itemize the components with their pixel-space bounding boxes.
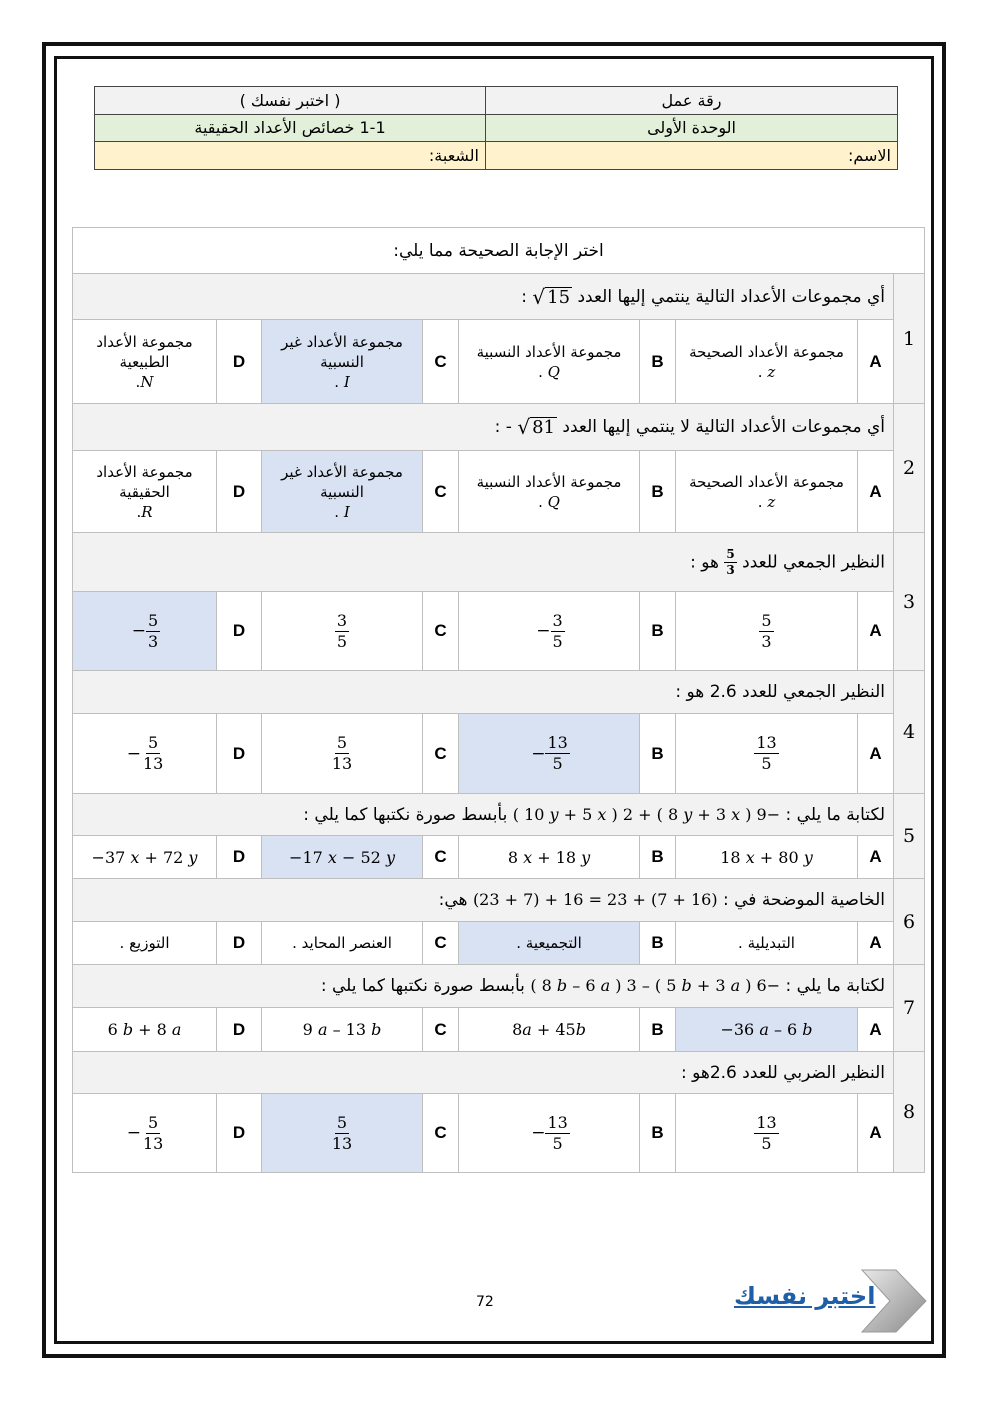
option-4c[interactable] [262,714,423,794]
denominator: 5 [552,631,563,651]
worksheet-header [94,86,898,170]
question-3 [73,533,894,592]
option-3d-letter: D [217,592,262,671]
option-1a[interactable]: مجموعة الأعداد الصحيحة z . [676,320,858,404]
option-4a-fraction [754,734,778,773]
option-1c-symbol: I [343,372,350,391]
option-3b-fraction [551,612,565,651]
question-7-text: لكتابة ما يلي : [785,976,886,996]
option-4d-fraction [141,734,165,773]
option-4a[interactable] [676,714,858,794]
denominator: 13 [142,1133,164,1153]
numerator: 5 [148,733,159,752]
option-6d-letter: D [217,922,262,965]
fraction-denominator: 3 [726,562,735,577]
denominator: 13 [331,1133,353,1153]
option-4a-letter: A [858,714,894,794]
numerator: 5 [148,610,159,630]
option-4b[interactable] [459,714,640,794]
option-1d-symbol: N [140,372,154,391]
option-1d-letter: D [217,320,262,404]
option-2d[interactable]: مجموعة الأعداد الحقيقية R. [73,451,217,533]
option-6c-letter: C [423,922,459,965]
denominator: 5 [761,754,772,773]
numerator: 5 [148,1112,159,1132]
option-3c-letter: C [423,592,459,671]
numerator: 13 [756,733,777,752]
option-8c-letter: C [423,1094,459,1173]
section-field[interactable]: الشعبة: [95,142,486,170]
option-8a[interactable] [676,1094,858,1173]
option-5c[interactable]: −17 𝑥 − 52 𝑦 [262,836,423,879]
option-2a-text: مجموعة الأعداد الصحيحة [689,472,844,491]
option-3b-letter: B [640,592,676,671]
option-8c[interactable] [262,1094,423,1173]
option-5b-letter: B [640,836,676,879]
page-number: 72 [476,1294,494,1310]
question-number-1: 1 [894,274,925,404]
option-7a[interactable]: −36 𝑎 – 6 𝑏 [676,1008,858,1052]
question-5-expression: ( 10 𝑦 + 5 𝑥 ) 2 + ( 8 𝑦 + 3 𝑥 ) 9− [512,804,781,824]
option-2a-symbol: z [767,492,776,511]
option-7b[interactable]: 8𝑎 + 45𝑏 [459,1008,640,1052]
minus-sign: − [531,1123,546,1143]
question-1-text: أي مجموعات الأعداد التالية ينتمي إليها العدد [577,286,886,307]
option-3b[interactable] [459,592,640,671]
test-yourself-title: ( اختبر نفسك ) [95,87,486,115]
option-7c[interactable]: 9 𝑎 – 13 𝑏 [262,1008,423,1052]
option-2d-text: مجموعة الأعداد الحقيقية [96,462,193,501]
option-2c-text: مجموعة الأعداد غير النسبية [281,462,403,501]
option-8a-letter: A [858,1094,894,1173]
option-6d[interactable]: التوزيع . [73,922,217,965]
option-2b-text: مجموعة الأعداد النسبية [476,472,622,491]
denominator: 13 [331,754,353,773]
numerator: 5 [336,1112,348,1132]
option-2c-symbol: I [343,502,350,521]
option-1a-letter: A [858,320,894,404]
option-7d-letter: D [217,1008,262,1052]
question-number-5: 5 [894,794,925,879]
question-number-2: 2 [894,404,925,533]
question-6-end: هي: [438,890,468,910]
option-8c-fraction [330,1114,354,1153]
option-2d-letter: D [217,451,262,533]
minus-sign: − [126,1123,141,1143]
question-number-8: 8 [894,1052,925,1173]
question-2-text: أي مجموعات الأعداد التالية لا ينتمي إليها العدد [562,417,886,437]
question-6-expression: (23 + 7) + 16 = 23 + (7 + 16) [472,890,718,909]
instruction: اختر الإجابة الصحيحة مما يلي: [73,228,925,274]
question-3-end: هو : [690,552,719,572]
numerator: 13 [547,733,568,752]
option-2b-symbol: Q [547,492,560,511]
option-2b-letter: B [640,451,676,533]
option-7b-letter: B [640,1008,676,1052]
question-2-end: - : [494,417,512,437]
option-1b-letter: B [640,320,676,404]
option-8b-fraction [545,1114,569,1153]
option-4c-letter: C [423,714,459,794]
option-8d[interactable] [73,1094,217,1173]
option-3d[interactable] [73,592,217,671]
option-2c-letter: C [423,451,459,533]
option-1b[interactable]: مجموعة الأعداد النسبية Q . [459,320,640,404]
fraction-numerator: 5 [726,546,735,561]
option-2b[interactable]: مجموعة الأعداد النسبية Q . [459,451,640,533]
option-5d-letter: D [217,836,262,879]
radicand-15: 15 [547,286,571,308]
numerator: 13 [547,1112,568,1132]
option-5a-letter: A [858,836,894,879]
option-1b-text: مجموعة الأعداد النسبية [476,342,622,361]
option-1d[interactable]: مجموعة الأعداد الطبيعية N. [73,320,217,404]
option-6a-letter: A [858,922,894,965]
option-6a[interactable]: التبديلية . [676,922,858,965]
question-number-7: 7 [894,965,925,1052]
denominator: 5 [761,1133,772,1153]
question-number-4: 4 [894,671,925,794]
denominator: 5 [336,631,348,651]
quiz-table [72,227,925,1173]
option-4b-letter: B [640,714,676,794]
numerator: 3 [336,610,348,630]
name-field[interactable]: الاسم: [486,142,898,170]
option-5c-letter: C [423,836,459,879]
question-1-end: : [521,286,528,307]
denominator: 3 [148,631,159,651]
question-7 [73,965,894,1008]
option-1a-text: مجموعة الأعداد الصحيحة [689,342,844,361]
question-5-text: لكتابة ما يلي : [785,804,886,825]
option-8d-fraction [141,1114,165,1153]
option-8b[interactable] [459,1094,640,1173]
option-6b[interactable]: التجميعية . [459,922,640,965]
question-6-text: الخاصية الموضحة في : [723,890,886,910]
question-8: النظير الضربي للعدد 2.6هو : [73,1052,894,1094]
option-3c[interactable] [262,592,423,671]
option-4b-fraction [545,734,569,773]
numerator: 3 [552,610,563,630]
option-8b-letter: B [640,1094,676,1173]
minus-sign: − [126,743,141,764]
option-3a[interactable] [676,592,858,671]
option-8d-letter: D [217,1094,262,1173]
lesson-title: 1-1 خصائص الأعداد الحقيقية [95,114,486,142]
denominator: 13 [142,754,164,773]
option-7d[interactable]: 6 𝑏 + 8 𝑎 [73,1008,217,1052]
fraction-5-3 [724,548,736,577]
option-3c-fraction [335,612,349,651]
question-5-end: بأبسط صورة نكتبها كما يلي : [303,804,508,825]
question-6 [73,879,894,922]
option-8a-fraction [754,1114,778,1153]
unit-title: الوحدة الأولى [486,114,898,142]
option-5b[interactable]: 8 𝑥 + 18 𝑦 [459,836,640,879]
option-2a[interactable]: مجموعة الأعداد الصحيحة z . [676,451,858,533]
option-6b-letter: B [640,922,676,965]
option-1c[interactable]: مجموعة الأعداد غير النسبية I . [262,320,423,404]
option-7a-letter: A [858,1008,894,1052]
sqrt-81: √ 81 [517,415,555,439]
question-2 [73,404,894,451]
option-1d-text: مجموعة الأعداد الطبيعية [96,332,193,371]
option-7c-letter: C [423,1008,459,1052]
question-7-end: بأبسط صورة نكتبها كما يلي : [320,976,525,996]
option-5a[interactable]: 18 𝑥 + 80 𝑦 [676,836,858,879]
numerator: 5 [761,610,772,630]
worksheet-title: رقة عمل [486,87,898,115]
numerator: 13 [756,1112,777,1132]
test-yourself-logo[interactable]: اختبر نفسك [734,1282,876,1310]
question-7-expression: ( 8 𝑏 – 6 𝑎 ) 3 – ( 5 𝑏 + 3 𝑎 ) 6− [530,976,781,995]
question-4: النظير الجمعي للعدد 2.6 هو : [73,671,894,714]
option-4d-letter: D [217,714,262,794]
option-1c-letter: C [423,320,459,404]
minus-sign: − [531,743,546,764]
option-4d[interactable] [73,714,217,794]
denominator: 5 [552,754,563,773]
option-2c[interactable]: مجموعة الأعداد غير النسبية I . [262,451,423,533]
option-6c[interactable]: العنصر المحايد . [262,922,423,965]
option-1c-text: مجموعة الأعداد غير النسبية [281,332,403,371]
option-4c-fraction [330,734,354,773]
numerator: 5 [336,733,348,752]
option-3a-fraction [759,612,773,651]
question-1 [73,274,894,320]
minus-sign: − [536,621,551,641]
question-5 [73,794,894,836]
option-2a-letter: A [858,451,894,533]
option-3d-fraction [146,612,160,651]
question-3-text: النظير الجمعي للعدد [742,552,886,572]
option-1b-symbol: Q [547,362,560,381]
option-3a-letter: A [858,592,894,671]
option-5d[interactable]: −37 𝑥 + 72 𝑦 [73,836,217,879]
question-number-6: 6 [894,879,925,965]
question-number-3: 3 [894,533,925,671]
option-2d-symbol: R [141,502,153,521]
option-1a-symbol: z [767,362,776,381]
denominator: 3 [761,631,772,651]
minus-sign: − [131,621,147,641]
radicand-81: 81 [532,417,555,438]
sqrt-15: √ 15 [532,284,571,309]
denominator: 5 [552,1133,563,1153]
